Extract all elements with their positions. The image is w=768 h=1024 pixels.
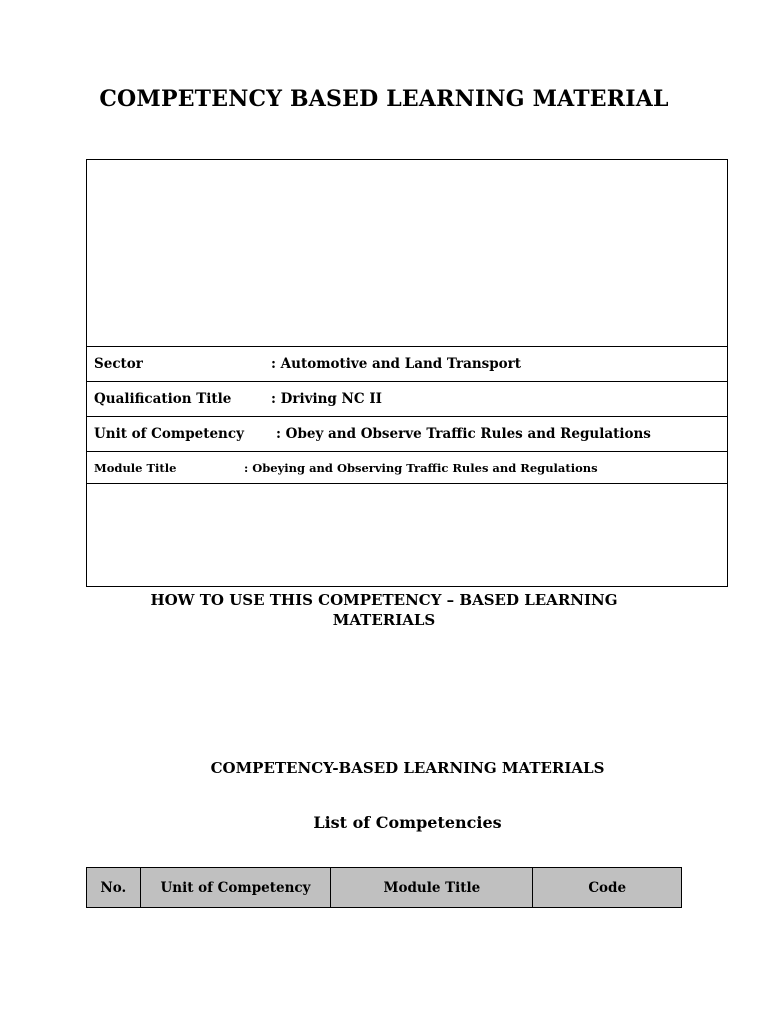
header-unit-of-competency: Unit of Competency — [140, 868, 331, 908]
header-no: No. — [87, 868, 141, 908]
cover-info-box — [86, 159, 728, 587]
qualification-label: Qualification Title — [94, 391, 232, 407]
competencies-table — [86, 867, 682, 908]
qualification-value: : Driving NC II — [271, 391, 382, 407]
module-label: Module Title — [94, 460, 177, 475]
sector-row — [87, 346, 727, 381]
how-to-use-line-1: HOW TO USE THIS COMPETENCY – BASED LEARNING — [150, 591, 618, 609]
sector-value: : Automotive and Land Transport — [271, 356, 522, 372]
how-to-use-line-2: MATERIALS — [332, 611, 436, 629]
module-title-row — [87, 451, 727, 484]
sector-label: Sector — [94, 356, 143, 372]
header-code: Code — [533, 868, 682, 908]
page-title: COMPETENCY BASED LEARNING MATERIAL — [99, 86, 669, 112]
unit-value: : Obey and Observe Traffic Rules and Regulations — [276, 426, 651, 442]
header-module-title: Module Title — [331, 868, 533, 908]
module-value: : Obeying and Observing Traffic Rules and Regulations — [244, 460, 598, 475]
cblm-heading: COMPETENCY-BASED LEARNING MATERIALS — [210, 759, 605, 777]
list-of-competencies-heading: List of Competencies — [313, 813, 502, 832]
table-header-row — [87, 868, 682, 908]
how-to-use-heading — [0, 590, 768, 630]
unit-of-competency-row — [87, 416, 727, 451]
qualification-row — [87, 381, 727, 416]
unit-label: Unit of Competency — [94, 426, 244, 442]
